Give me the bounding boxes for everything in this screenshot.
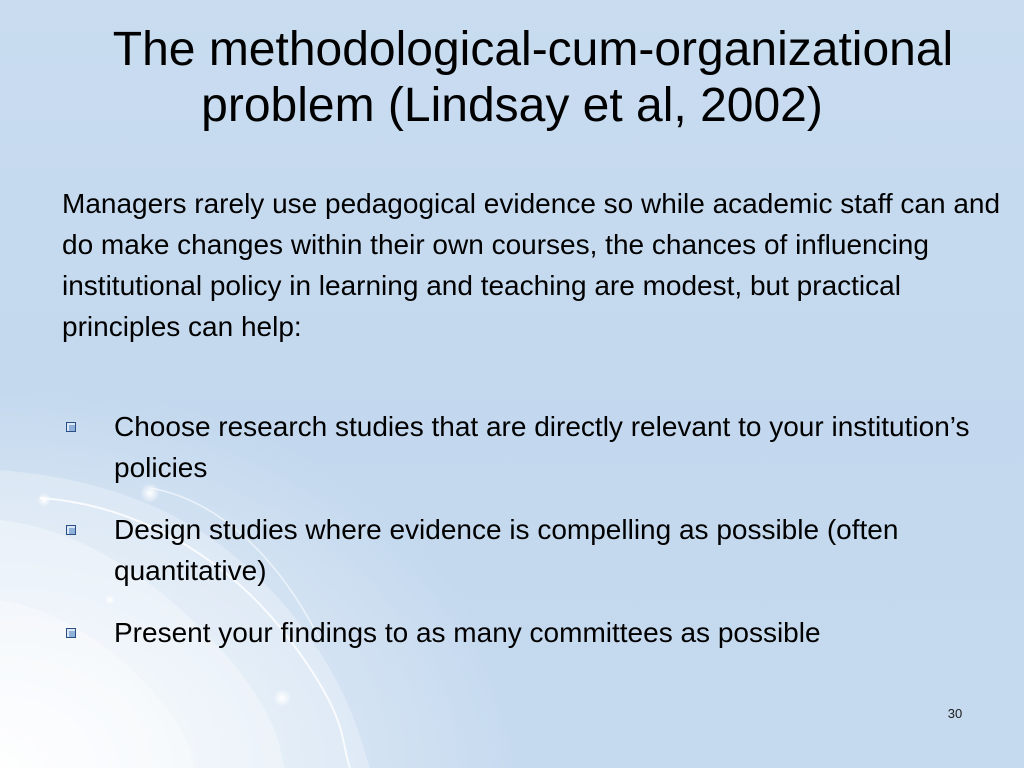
bullet-list xyxy=(62,406,1002,674)
slide-title-line-1: The methodological-cum-organizational xyxy=(112,23,954,76)
bullet-text: Choose research studies that are directly relevant to your institution’s policies xyxy=(114,411,970,483)
bullet-item xyxy=(62,612,1002,653)
hollow-square-bullet-icon xyxy=(66,422,76,432)
slide-title xyxy=(0,22,1024,134)
slide-title-line-2: problem (Lindsay et al, 2002) xyxy=(201,79,823,132)
bullet-text: Design studies where evidence is compelling as possible (often quantitative) xyxy=(114,514,899,586)
hollow-square-bullet-icon xyxy=(66,525,76,535)
hollow-square-bullet-icon xyxy=(66,628,76,638)
bullet-item xyxy=(62,406,1002,488)
intro-paragraph: Managers rarely use pedagogical evidence so while academic staff can and do make changes within their own courses, the chances of influencing institutional policy in learning and teaching are modest, but practical principles can help: xyxy=(62,188,1001,342)
bullet-item xyxy=(62,509,1002,591)
page-number: 30 xyxy=(947,706,963,721)
bullet-text: Present your findings to as many committees as possible xyxy=(114,617,821,648)
